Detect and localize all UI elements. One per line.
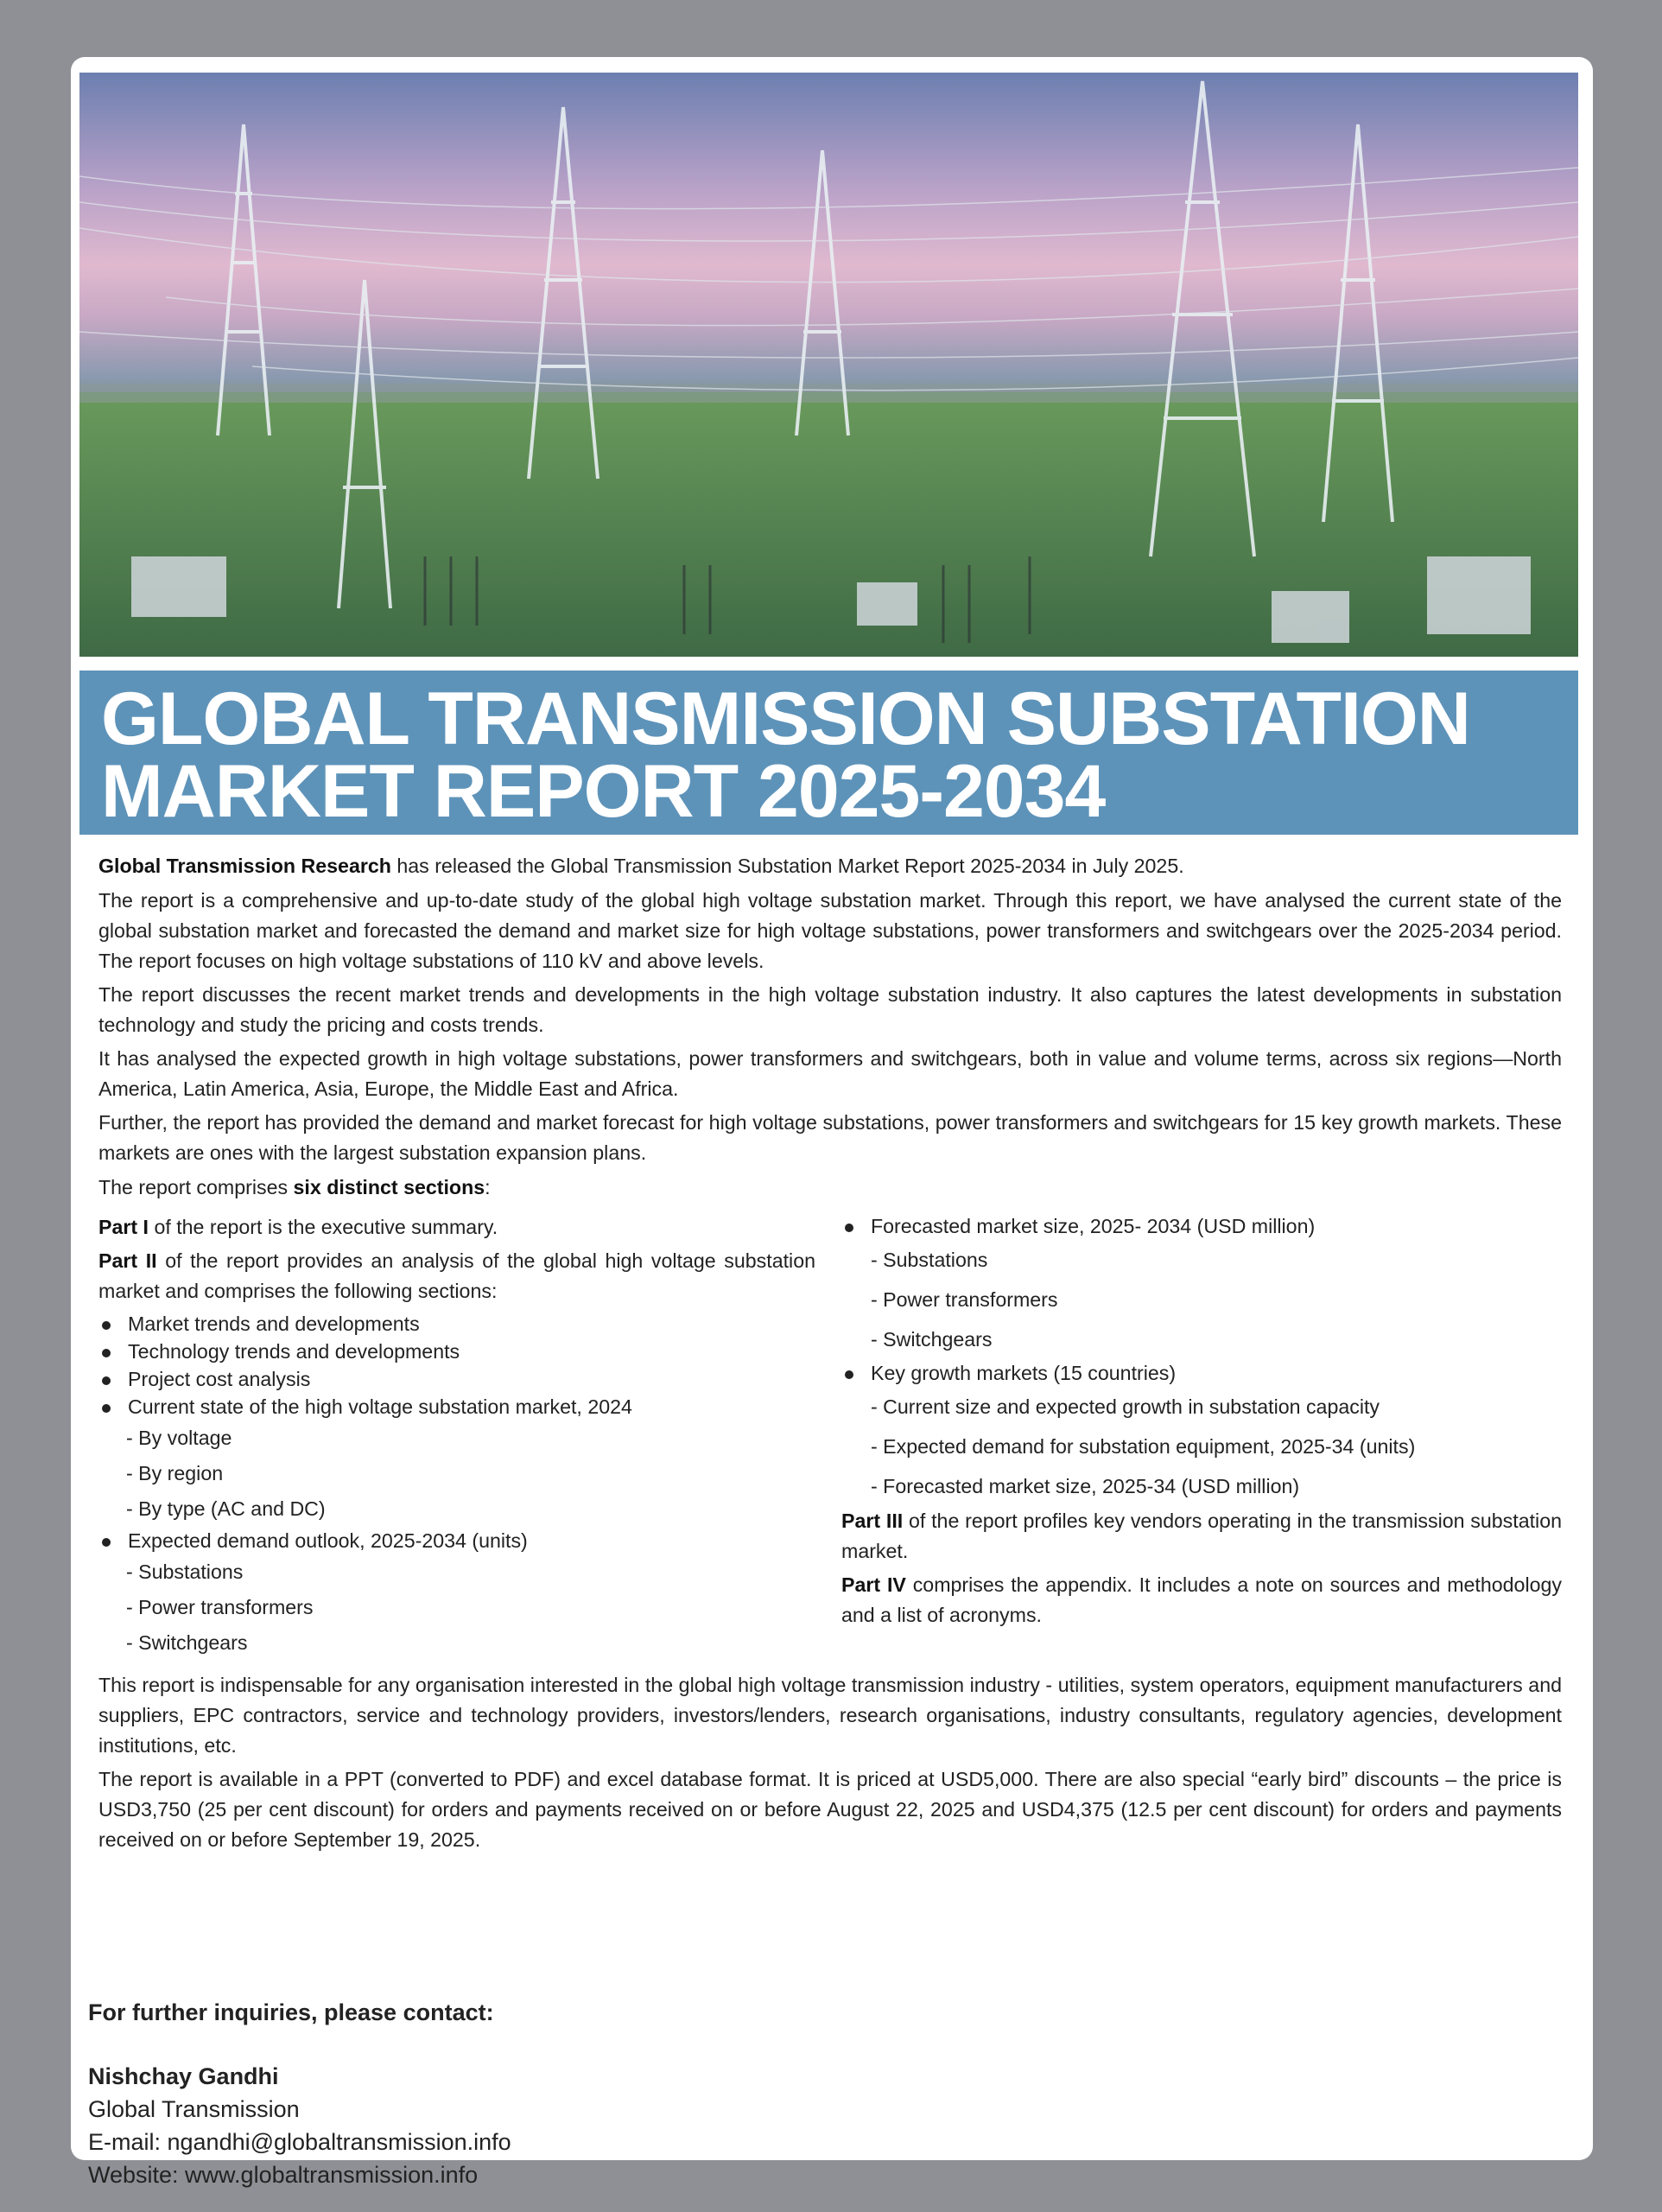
list-item: Technology trends and developments bbox=[98, 1338, 815, 1365]
intro-paragraph-3: The report discusses the recent market trends and developments in the high voltage substation industry. It also captures the latest developments in substation technology and study the pricing and costs trends. bbox=[98, 983, 1562, 1036]
sub-list-item: - Switchgears bbox=[126, 1631, 248, 1654]
contact-website[interactable]: Website: www.globaltransmission.info bbox=[88, 2162, 479, 2188]
sub-list-item: - Power transformers bbox=[126, 1596, 314, 1618]
list-item: Expected demand outlook, 2025-2034 (units) bbox=[98, 1527, 815, 1554]
sub-list-item: - Forecasted market size, 2025-34 (USD million) bbox=[871, 1475, 1300, 1497]
intro-paragraph-6 bbox=[98, 1172, 1562, 1204]
sub-list-item: - Expected demand for substation equipment, 2025-34 (units) bbox=[871, 1435, 1416, 1458]
intro-paragraph-6-post: : bbox=[485, 1176, 491, 1198]
sub-list-item: - Substations bbox=[871, 1249, 988, 1271]
part-4 bbox=[841, 1570, 1562, 1630]
part-4-label: Part IV bbox=[841, 1573, 906, 1596]
sections-columns bbox=[98, 1212, 1562, 1670]
report-body bbox=[98, 850, 1562, 1859]
list-item: Current state of the high voltage substation market, 2024 bbox=[98, 1393, 815, 1421]
contact-heading: For further inquiries, please contact: bbox=[88, 1999, 494, 2025]
list-item: Project cost analysis bbox=[98, 1365, 815, 1393]
sub-list-item: - By voltage bbox=[126, 1427, 232, 1449]
sub-list-item: - Current size and expected growth in substation capacity bbox=[871, 1395, 1380, 1418]
part-1-label: Part I bbox=[98, 1216, 149, 1238]
page-title: GLOBAL TRANSMISSION SUBSTATION MARKET REPORT 2025-2034 bbox=[101, 677, 1470, 833]
contact-organisation: Global Transmission bbox=[88, 2096, 300, 2122]
part-2 bbox=[98, 1246, 815, 1306]
contact-email[interactable]: E-mail: ngandhi@globaltransmission.info bbox=[88, 2129, 511, 2155]
intro-paragraph-6-pre: The report comprises bbox=[98, 1176, 294, 1198]
closing-paragraph-2: The report is available in a PPT (converted to PDF) and excel database format. It is priced at USD5,000. There are also special “early bird” discounts – the price is USD3,750 (25 per cent discount) for orders and payments received on or before August 22, 2025 and USD4,375 (12.5 per cent discount) for orders and payments received on or before September 19, 2025. bbox=[98, 1768, 1562, 1851]
hero-image bbox=[79, 73, 1578, 657]
sub-list-item: - By type (AC and DC) bbox=[126, 1497, 326, 1520]
report-page bbox=[71, 57, 1593, 2188]
part-3 bbox=[841, 1506, 1562, 1567]
part-3-text: of the report profiles key vendors operating in the transmission substation market. bbox=[841, 1510, 1562, 1562]
part-3-label: Part III bbox=[841, 1510, 904, 1532]
sub-list-item: - Power transformers bbox=[871, 1288, 1058, 1311]
intro-paragraph-5: Further, the report has provided the demand and market forecast for high voltage substations, power transformers and switchgears for 15 key growth markets. These markets are ones with the largest substation expansion plans. bbox=[98, 1111, 1562, 1164]
list-item: Market trends and developments bbox=[98, 1310, 815, 1338]
part-2-list bbox=[98, 1310, 815, 1661]
intro-paragraph-4: It has analysed the expected growth in high voltage substations, power transformers and switchgears, both in value and volume terms, across six regions—North America, Latin America, Asia, Europe, the Middle East and Africa. bbox=[98, 1047, 1562, 1100]
title-band bbox=[79, 671, 1578, 835]
part-1 bbox=[98, 1212, 815, 1243]
contact-block bbox=[88, 1996, 866, 2191]
intro-paragraph-1-text: has released the Global Transmission Substation Market Report 2025-2034 in July 2025. bbox=[390, 855, 1184, 877]
list-item: Key growth markets (15 countries) bbox=[841, 1359, 1562, 1387]
publisher-name: Global Transmission Research bbox=[98, 855, 391, 877]
part-2-list-continued bbox=[841, 1212, 1562, 1506]
list-item: Forecasted market size, 2025- 2034 (USD million) bbox=[841, 1212, 1562, 1240]
right-column bbox=[841, 1212, 1562, 1634]
substation-illustration bbox=[79, 73, 1578, 657]
left-column bbox=[98, 1212, 815, 1661]
sub-list-item: - Switchgears bbox=[871, 1328, 993, 1351]
closing-paragraph-1: This report is indispensable for any organisation interested in the global high voltage transmission industry - utilities, system operators, equipment manufacturers and suppliers, EPC contractors, service and technology providers, investors/lenders, research organisations, industry consultants, regulatory agencies, development institutions, etc. bbox=[98, 1674, 1562, 1757]
sub-list-item: - By region bbox=[126, 1462, 224, 1484]
contact-name: Nishchay Gandhi bbox=[88, 2063, 279, 2089]
part-4-text: comprises the appendix. It includes a note on sources and methodology and a list of acronyms. bbox=[841, 1573, 1562, 1626]
intro-paragraph-1 bbox=[98, 850, 1562, 882]
intro-paragraph-2: The report is a comprehensive and up-to-date study of the global high voltage substation market. Through this report, we have analysed the current state of the global substation market and forecasted the demand and market size for high voltage substations, power transformers and switchgears over the 2025-2034 period. The report focuses on high voltage substations of 110 kV and above levels. bbox=[98, 889, 1562, 972]
part-1-text: of the report is the executive summary. bbox=[149, 1216, 498, 1238]
part-2-text: of the report provides an analysis of the global high voltage substation market and comprises the following sections: bbox=[98, 1249, 815, 1302]
part-2-label: Part II bbox=[98, 1249, 157, 1272]
sub-list-item: - Substations bbox=[126, 1560, 244, 1583]
sections-count: six distinct sections bbox=[293, 1176, 485, 1198]
